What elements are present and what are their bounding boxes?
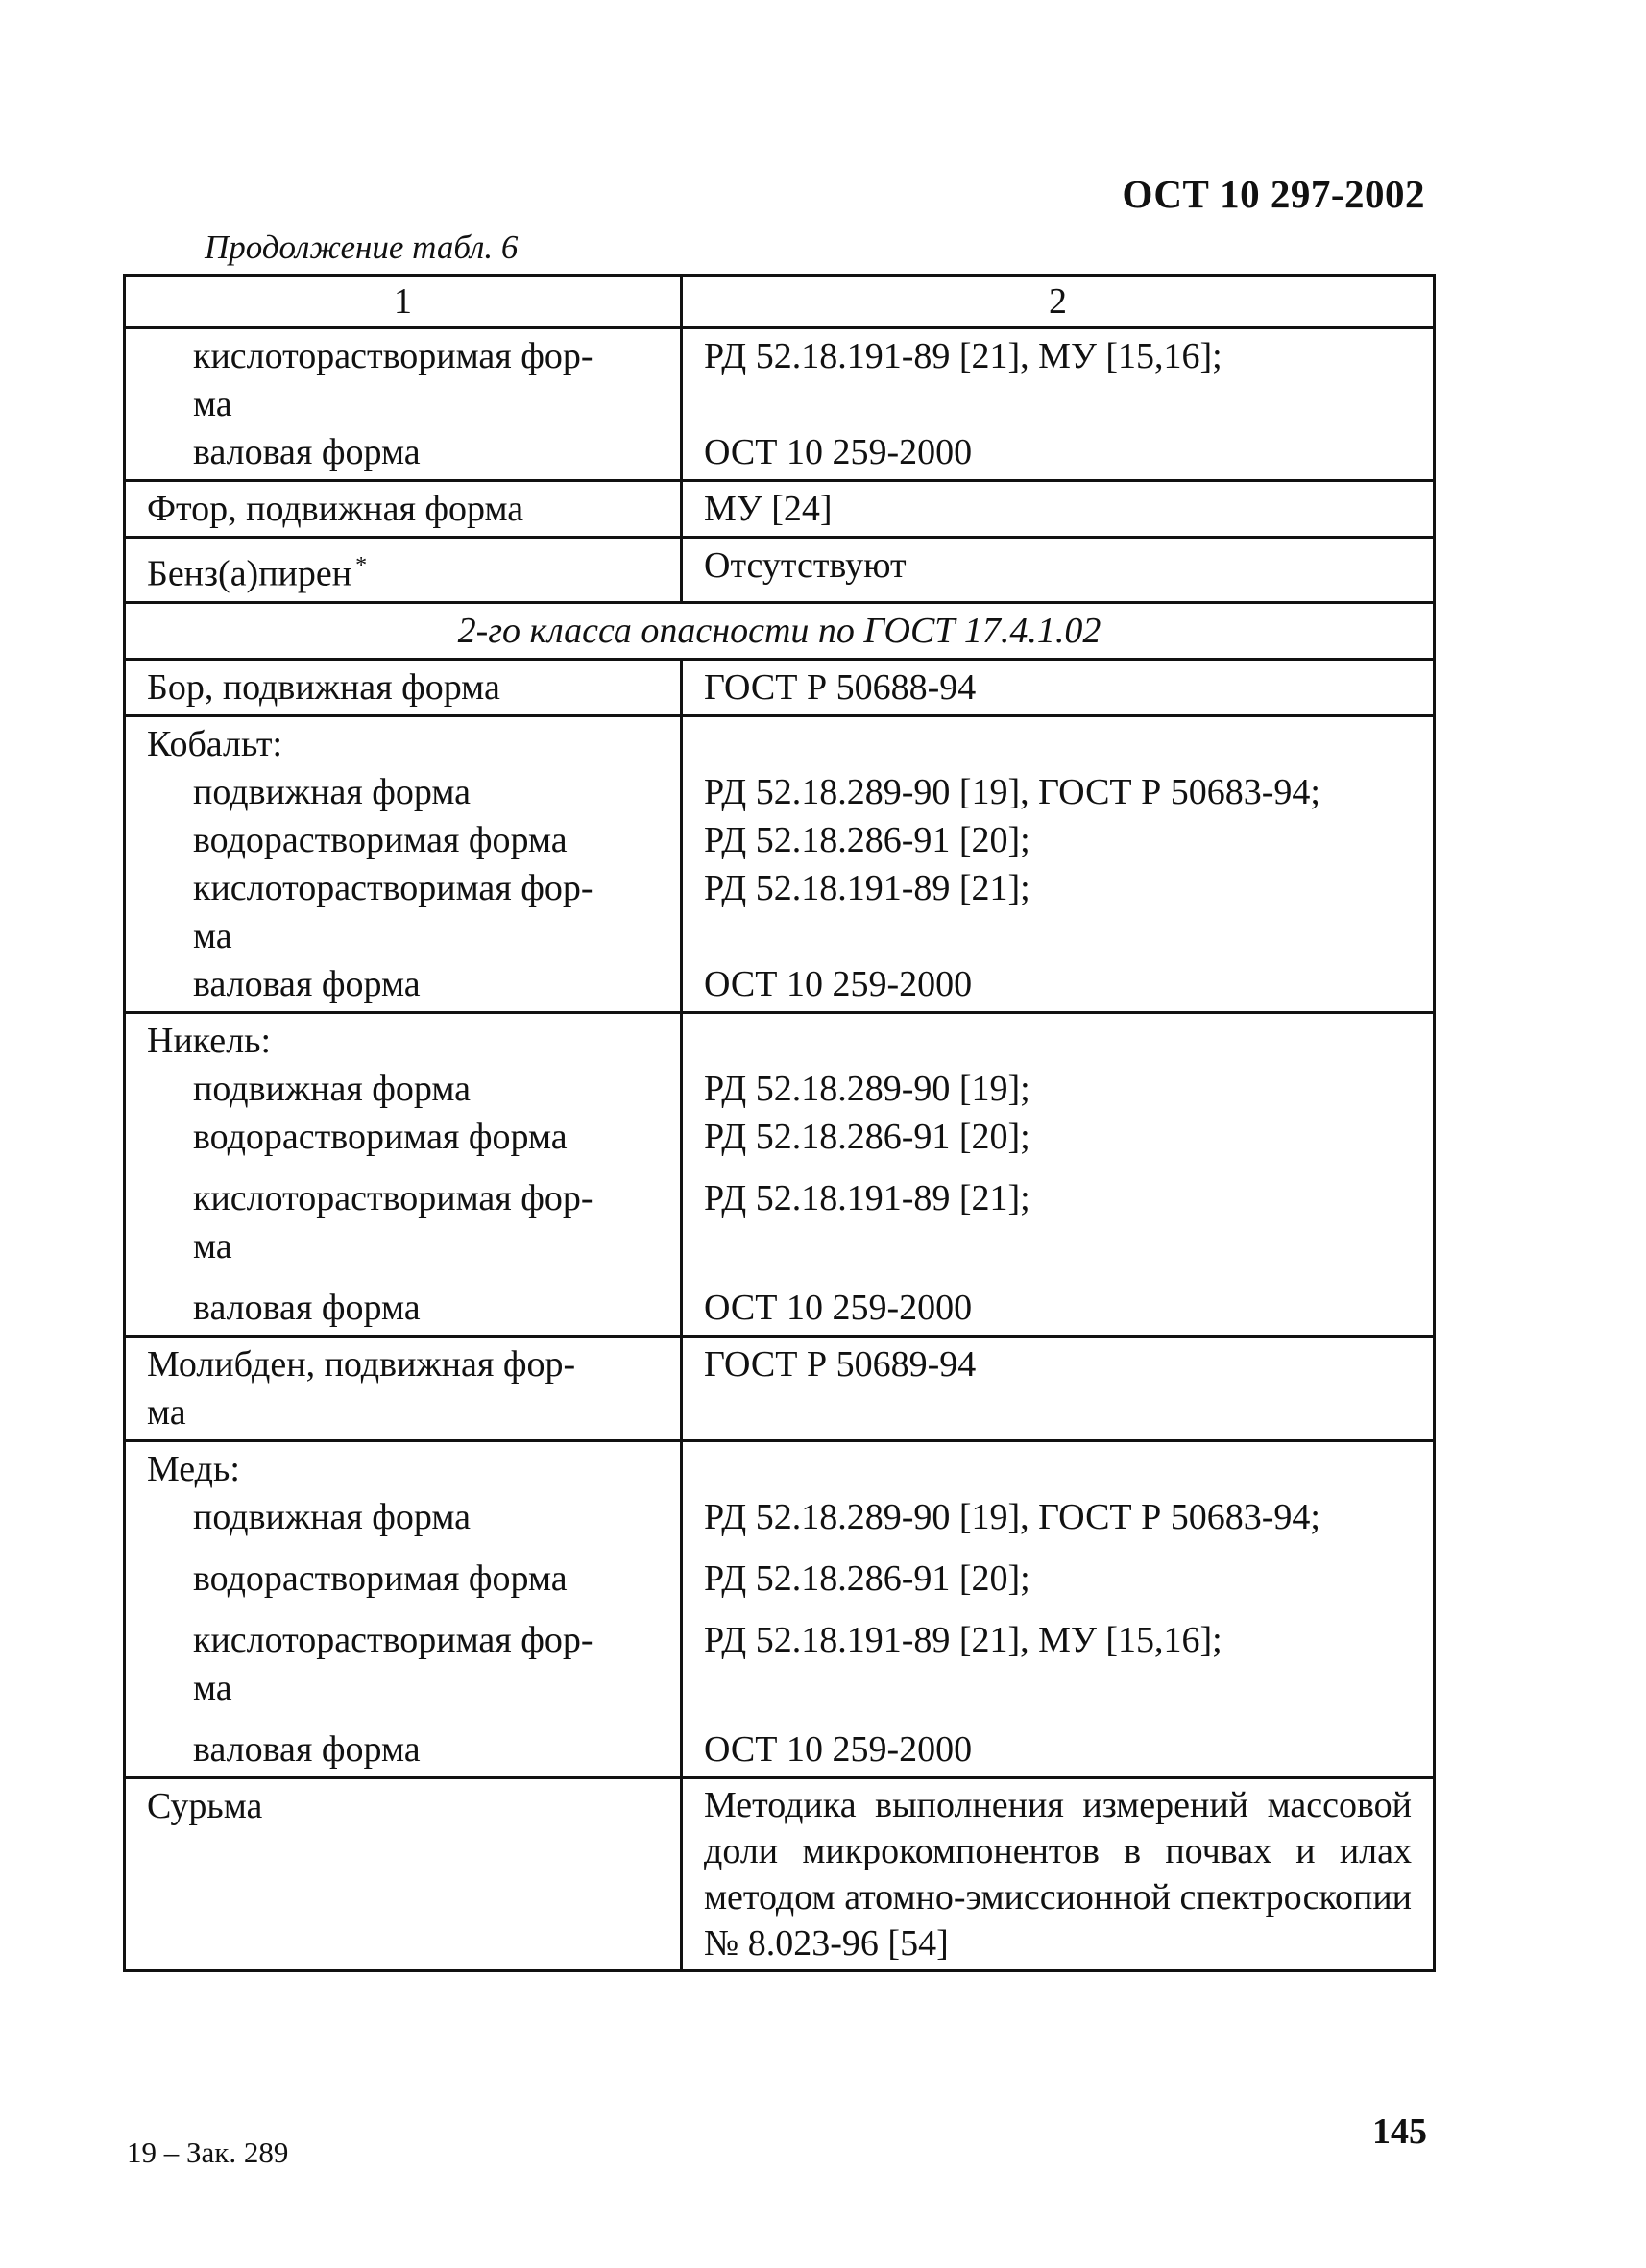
- method-text: РД 52.18.191-89 [21], МУ [15,16];: [704, 336, 1222, 376]
- table-row: [125, 1777, 1435, 1970]
- cell-method: [682, 1440, 1435, 1777]
- parameter-label: Бенз(а)пирен: [147, 553, 352, 594]
- form-label: водорастворимая форма: [193, 819, 568, 860]
- parameter-label: ма: [147, 1391, 186, 1433]
- table-row: [125, 538, 1435, 603]
- page-number: 145: [1372, 2111, 1427, 2152]
- method-text: РД 52.18.191-89 [21], МУ [15,16];: [704, 1619, 1222, 1660]
- cell-parameter: [125, 715, 682, 1012]
- cell-parameter: Фтор, подвижная форма: [125, 481, 682, 538]
- cell-method: [682, 328, 1435, 481]
- method-text: РД 52.18.289-90 [19], ГОСТ Р 50683-94;: [704, 771, 1320, 812]
- element-title: Кобальт:: [147, 723, 282, 764]
- element-title: Медь:: [147, 1448, 240, 1489]
- form-label: подвижная форма: [193, 1068, 471, 1109]
- method-text: РД 52.18.289-90 [19], ГОСТ Р 50683-94;: [704, 1496, 1320, 1537]
- cell-parameter: [125, 538, 682, 603]
- form-label: ма: [193, 384, 232, 424]
- table-caption: Продолжение табл. 6: [205, 229, 519, 266]
- form-label: кислоторастворимая фор-: [193, 336, 593, 376]
- form-label: подвижная форма: [193, 771, 471, 812]
- form-label: кислоторастворимая фор-: [193, 1619, 593, 1660]
- form-label: кислоторастворимая фор-: [193, 867, 593, 908]
- section-heading: 2-го класса опасности по ГОСТ 17.4.1.02: [125, 602, 1435, 659]
- table-row: [125, 1440, 1435, 1777]
- method-text: ОСТ 10 259-2000: [704, 1287, 973, 1328]
- form-label: кислоторастворимая фор-: [193, 1177, 593, 1218]
- form-label: валовая форма: [193, 432, 421, 472]
- table-row: [125, 715, 1435, 1012]
- form-label: валовая форма: [193, 963, 421, 1004]
- cell-parameter: Бор, подвижная форма: [125, 659, 682, 715]
- cell-method: МУ [24]: [682, 481, 1435, 538]
- method-text: РД 52.18.191-89 [21];: [704, 1177, 1030, 1218]
- section-row: [125, 602, 1435, 659]
- table-row: [125, 481, 1435, 538]
- footnote-mark: *: [355, 553, 368, 578]
- method-text: ОСТ 10 259-2000: [704, 432, 973, 472]
- cell-method: Методика выполнения измерений массовой доли микрокомпонентов в почвах и илах методом атомно-эмиссионной спектроскопии № 8.023-96 [54]: [682, 1777, 1435, 1970]
- cell-method: [682, 1012, 1435, 1336]
- cell-method: [682, 715, 1435, 1012]
- table-row: [125, 328, 1435, 481]
- cell-parameter: [125, 1336, 682, 1440]
- cell-parameter: [125, 1012, 682, 1336]
- column-header-2: 2: [682, 276, 1435, 328]
- cell-method: ГОСТ Р 50688-94: [682, 659, 1435, 715]
- form-label: ма: [193, 1225, 232, 1267]
- standards-table: [123, 274, 1436, 1972]
- cell-parameter: [125, 328, 682, 481]
- column-header-1: 1: [125, 276, 682, 328]
- table-row: [125, 1012, 1435, 1336]
- form-label: валовая форма: [193, 1728, 421, 1770]
- method-text: ОСТ 10 259-2000: [704, 1728, 973, 1770]
- element-title: Никель:: [147, 1020, 272, 1061]
- method-text: РД 52.18.289-90 [19];: [704, 1068, 1030, 1109]
- table-header-row: [125, 276, 1435, 328]
- method-text: РД 52.18.286-91 [20];: [704, 819, 1030, 860]
- method-text: ОСТ 10 259-2000: [704, 963, 973, 1004]
- print-order-note: 19 – Зак. 289: [127, 2135, 289, 2169]
- form-label: водорастворимая форма: [193, 1557, 568, 1599]
- parameter-label: Молибден, подвижная фор-: [147, 1343, 576, 1385]
- table-row: [125, 1336, 1435, 1440]
- cell-method: Отсутствуют: [682, 538, 1435, 603]
- form-label: валовая форма: [193, 1287, 421, 1328]
- form-label: ма: [193, 1667, 232, 1708]
- form-label: подвижная форма: [193, 1496, 471, 1537]
- cell-parameter: [125, 1440, 682, 1777]
- cell-parameter: Сурьма: [125, 1777, 682, 1970]
- method-text: РД 52.18.286-91 [20];: [704, 1116, 1030, 1157]
- form-label: водорастворимая форма: [193, 1116, 568, 1157]
- cell-method: ГОСТ Р 50689-94: [682, 1336, 1435, 1440]
- form-label: ма: [193, 915, 232, 956]
- table-row: [125, 659, 1435, 715]
- method-text: РД 52.18.286-91 [20];: [704, 1557, 1030, 1599]
- document-code: ОСТ 10 297-2002: [1122, 172, 1425, 216]
- method-text: РД 52.18.191-89 [21];: [704, 867, 1030, 908]
